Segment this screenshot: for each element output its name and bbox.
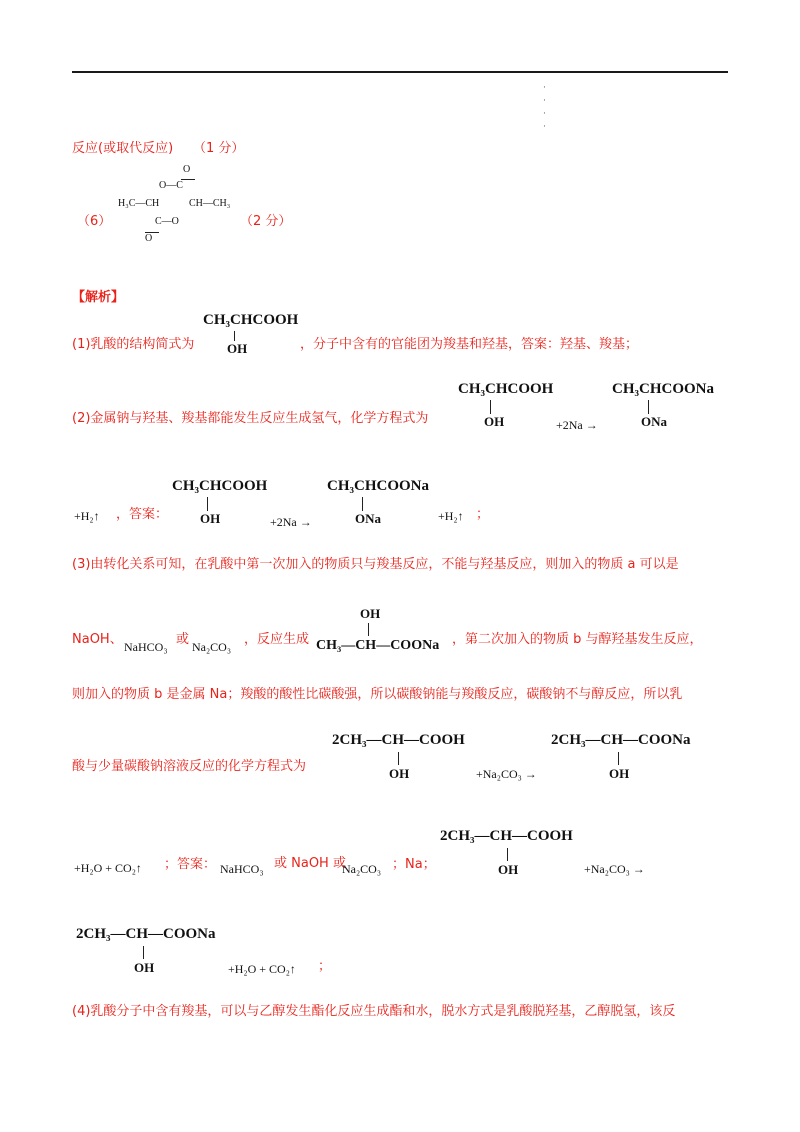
- answer-label: ；答案：: [164, 857, 217, 872]
- lactic-acid-structure: CH₃CHCOOH: [203, 312, 299, 328]
- structure-ona: ONa: [641, 414, 667, 429]
- bond-line: [234, 331, 235, 341]
- ring-c-o-bottom: C—O: [155, 216, 179, 227]
- ring-bottom-oxygen: O: [145, 233, 153, 244]
- paragraph-1-suffix: ，分子中含有的官能团为羧基和羟基，答案：羟基、羧基；: [300, 337, 639, 352]
- paragraph-1-prefix: (1)乳酸的结构简式为: [72, 337, 195, 352]
- bond-line: [143, 946, 144, 959]
- paragraph-4-text: (4)乳酸分子中含有羧基，可以与乙醇发生酯化反应生成酯和水，脱水方式是乳酸脱羟基，乙醇脱氢，该反: [72, 1004, 676, 1019]
- bond-line: [368, 623, 369, 636]
- structure-oh: OH: [498, 862, 519, 877]
- naoh-text: NaOH、: [72, 632, 123, 647]
- header-rule: [72, 71, 728, 73]
- structure-oh: OH: [200, 511, 221, 526]
- hydrogen-gas: +H₂↑: [74, 509, 100, 523]
- na2co3-formula: Na₂CO₃: [192, 640, 232, 654]
- water-co2-tail: +H₂O + CO₂↑: [228, 962, 296, 976]
- dot: ·: [543, 83, 546, 93]
- bond-line: [398, 752, 399, 765]
- reacts-text: ，反应生成: [244, 632, 310, 647]
- ring-o-c-top: O—C: [159, 180, 183, 191]
- product-structure: 2CH₃—CH—COONa: [76, 926, 216, 942]
- plus-sodium: +2Na →: [556, 418, 598, 432]
- score-text: （1 分）: [193, 141, 245, 156]
- reaction-type-text: 反应(或取代反应): [72, 141, 174, 156]
- analysis-title: 【解析】: [72, 290, 125, 305]
- after-product-text: ，第二次加入的物质 b 与醇羟基发生反应，: [452, 632, 703, 647]
- or-naoh-or-text: 或 NaOH 或: [274, 856, 346, 871]
- product-structure: CH₃CHCOONa: [327, 478, 429, 494]
- reactant-structure: 2CH₃—CH—COOH: [440, 828, 573, 844]
- product-structure: 2CH₃—CH—COONa: [551, 732, 691, 748]
- nahco3-formula: NaHCO₃: [124, 640, 168, 654]
- dot: ·: [543, 109, 546, 119]
- bond-line: [490, 400, 491, 414]
- ring-right-group: CH—CH₃: [189, 198, 231, 209]
- nahco3-formula: NaHCO₃: [220, 862, 264, 876]
- water-co2-tail: +H₂O + CO₂↑: [74, 861, 142, 875]
- semicolon: ；: [476, 507, 490, 522]
- score-text: （2 分）: [240, 214, 292, 229]
- ring-double-bond: [181, 179, 195, 180]
- structure-oh: OH: [609, 766, 630, 781]
- plus-sodium: +2Na →: [270, 515, 312, 529]
- bond-line: [207, 497, 208, 511]
- paragraph-3-line-3: 则加入的物质 b 是金属 Na；羧酸的酸性比碳酸强，所以碳酸钠能与羧酸反应，碳酸钠不与醇反应，所以乳: [72, 687, 683, 702]
- structure-oh: OH: [227, 341, 248, 356]
- reactant-structure: 2CH₃—CH—COOH: [332, 732, 465, 748]
- question-6-label: （6）: [77, 214, 112, 229]
- margin-dots: [543, 82, 546, 134]
- reactant-structure: CH₃CHCOOH: [172, 478, 268, 494]
- bond-line: [362, 497, 363, 511]
- dot: ·: [543, 96, 546, 106]
- answer-label: ，答案：: [116, 507, 169, 522]
- or-text: 或: [176, 632, 190, 647]
- structure-oh: OH: [134, 960, 155, 975]
- sodium-lactate-structure: CH₃—CH—COONa: [316, 638, 440, 653]
- structure-oh: OH: [389, 766, 410, 781]
- ring-left-group: H₃C—CH: [118, 198, 160, 209]
- paragraph-3-line-1: (3)由转化关系可知，在乳酸中第一次加入的物质只与羧基反应，不能与羟基反应，则加入的物质 a 可以是: [72, 557, 679, 572]
- product-structure: CH₃CHCOONa: [612, 381, 714, 397]
- reactant-structure: CH₃CHCOOH: [458, 381, 554, 397]
- bond-line: [618, 752, 619, 765]
- plus-sodium-carbonate: +Na₂CO₃ →: [476, 767, 537, 781]
- na2co3-formula: Na₂CO₃: [342, 862, 382, 876]
- structure-oh: OH: [360, 606, 381, 621]
- paragraph-2-text: (2)金属钠与羟基、羧基都能发生反应生成氢气，化学方程式为: [72, 411, 429, 426]
- paragraph-3-line-4: 酸与少量碳酸钠溶液反应的化学方程式为: [72, 759, 307, 774]
- bond-line: [507, 848, 508, 861]
- structure-oh: OH: [484, 414, 505, 429]
- bond-line: [648, 400, 649, 414]
- na-answer-text: ；Na；: [392, 857, 436, 872]
- plus-sodium-carbonate: +Na₂CO₃ →: [584, 862, 645, 876]
- ring-top-oxygen: O: [183, 164, 191, 175]
- dot: ·: [543, 122, 546, 132]
- hydrogen-gas: +H₂↑: [438, 509, 464, 523]
- structure-ona: ONa: [355, 511, 381, 526]
- semicolon: ；: [318, 959, 332, 974]
